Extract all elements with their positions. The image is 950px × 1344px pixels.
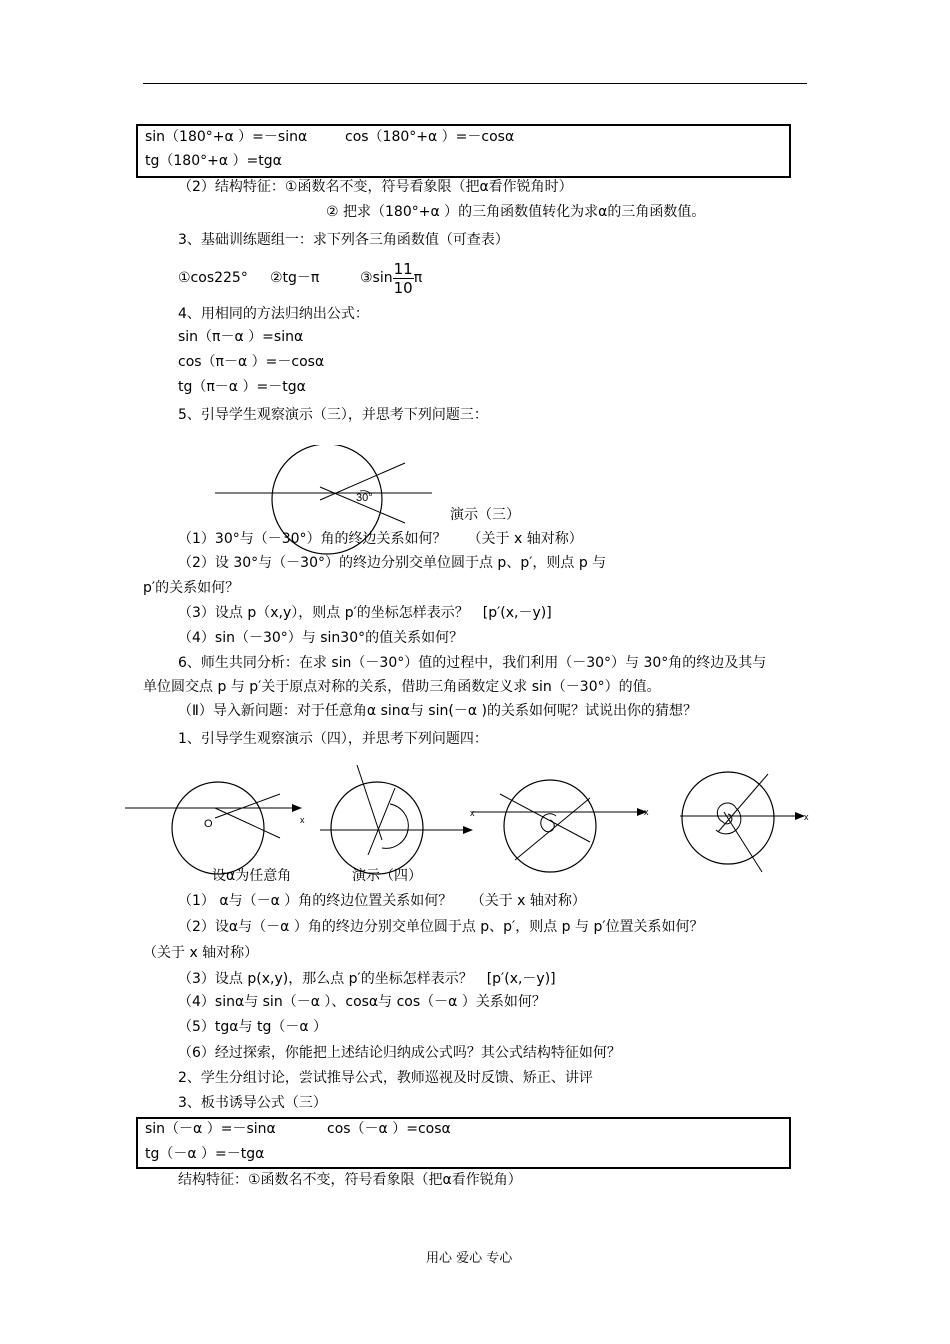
demo4-fig2-circle	[331, 782, 423, 874]
demo4-fig3-spiral	[541, 814, 556, 832]
board-formula-heading: 3、板书诱导公式（三）	[178, 1095, 327, 1111]
header-rule	[143, 83, 807, 84]
formula-sin-negative: sin（－α ）=－sinα	[145, 1121, 276, 1137]
demo4-fig4-x-label: x	[804, 812, 809, 822]
formula-tg-negative: tg（－α ）=－tgα	[145, 1146, 265, 1162]
group-discussion: 2、学生分组讨论，尝试推导公式，教师巡视及时反馈、矫正、讲评	[178, 1070, 593, 1086]
exercise-3-prefix: ③sin	[360, 270, 393, 286]
question4-2a: （2）设α与（－α ）角的终边分别交单位圆于点 p、p′，则点 p 与 p′位置关系如何？	[178, 919, 704, 935]
demo4-fig3-ray-b	[515, 798, 590, 860]
formula-sin-pi-minus: sin（π－α ）=sinα	[178, 329, 304, 345]
demo4-caption-any-angle: 设α为任意角	[212, 868, 292, 884]
formula-tg-180-plus: tg（180°+α ）=tgα	[145, 153, 282, 169]
demo4-fig1-circle	[172, 782, 264, 874]
demo4-fig2-ray-b	[368, 788, 395, 855]
demo3-angle-label: 30°	[356, 492, 373, 504]
demo4-fig4-ray-b	[724, 812, 762, 872]
formula-cos-negative: cos（－α ）=cosα	[327, 1121, 451, 1137]
fraction-numerator: 11	[393, 259, 413, 278]
exercise-3-suffix: π	[413, 270, 423, 286]
analysis-line-1: 6、师生共同分析：在求 sin（－30°）值的过程中，我们利用（－30°）与 30°角的终边及其与	[178, 655, 767, 671]
fraction-denominator: 10	[393, 278, 413, 297]
question4-2b: （关于 x 轴对称）	[143, 945, 259, 961]
induction-heading: 4、用相同的方法归纳出公式：	[178, 306, 369, 322]
demo4-heading: 1、引导学生观察演示（四），并思考下列问题四：	[178, 731, 488, 747]
demo4-fig1-arrow	[292, 804, 302, 812]
exercise-3	[360, 256, 422, 300]
formula-cos-180-plus: cos（180°+α ）=－cosα	[345, 129, 515, 145]
exercise-2: ②tg－π	[270, 270, 320, 286]
demo4-fig1-ray-a	[215, 794, 280, 818]
question3-1: （1）30°与（－30°）角的终边关系如何？ （关于 x 轴对称）	[178, 531, 583, 547]
question3-3: （3）设点 p（x,y），则点 p′的坐标怎样表示？ [p′(x,－y)]	[178, 605, 552, 621]
question3-2b: p′的关系如何？	[143, 580, 240, 596]
structure-feature-3: 结构特征：①函数名不变，符号看象限（把α看作锐角）	[178, 1172, 522, 1188]
demo4-fig2-arrow	[463, 826, 473, 834]
formula-sin-180-plus: sin（180°+α ）=－sinα	[145, 129, 308, 145]
question3-4: （4）sin（－30°）与 sin30°的值关系如何？	[178, 630, 464, 646]
demo4-figure	[120, 760, 820, 880]
formula-cos-pi-minus: cos（π－α ）=－cosα	[178, 354, 325, 370]
demo4-fig1-ray-b	[215, 808, 280, 838]
new-question: （Ⅱ）导入新问题：对于任意角α sinα与 sin(－α )的关系如何呢？试说出你的猜想？	[178, 703, 697, 719]
demo4-fig1-x-label: x	[300, 815, 305, 825]
formula-tg-pi-minus: tg（π－α ）=－tgα	[178, 379, 306, 395]
structure-feature-2: ② 把求（180°+α ）的三角函数值转化为求α的三角函数值。	[326, 204, 706, 220]
exercise-3-fraction	[393, 260, 414, 297]
demo4-origin-label: O	[204, 818, 213, 830]
demo4-fig3-x-label-right: x	[644, 807, 649, 817]
demo3-heading: 5、引导学生观察演示（三），并思考下列问题三：	[178, 407, 488, 423]
page-footer: 用心 爱心 专心	[426, 1251, 513, 1266]
question4-5: （5）tgα与 tg（－α ）	[178, 1019, 328, 1035]
analysis-line-2: 单位圆交点 p 与 p′关于原点对称的关系，借助三角函数定义求 sin（－30°）的值。	[143, 679, 661, 695]
exercise-1: ①cos225°	[178, 270, 248, 286]
question3-2a: （2）设 30°与（－30°）的终边分别交单位圆于点 p、p′，则点 p 与	[178, 555, 607, 571]
demo3-caption: 演示（三）	[450, 507, 520, 523]
structure-feature-1: （2）结构特征：①函数名不变，符号看象限（把α看作锐角时）	[178, 179, 573, 195]
question4-4: （4）sinα与 sin（－α ）、cosα与 cos（－α ）关系如何？	[178, 994, 546, 1010]
exercise-heading: 3、基础训练题组一：求下列各三角函数值（可查表）	[178, 232, 509, 248]
question4-3: （3）设点 p(x,y)，那么点 p′的坐标怎样表示？ [p′(x,－y)]	[178, 971, 556, 987]
demo4-fig3-x-label-left: x	[470, 808, 475, 818]
question4-6: （6）经过探索，你能把上述结论归纳成公式吗？其公式结构特征如何？	[178, 1045, 621, 1061]
demo4-caption: 演示（四）	[352, 868, 422, 884]
question4-1: （1） α与（－α ）角的终边位置关系如何？ （关于 x 轴对称）	[178, 893, 586, 909]
